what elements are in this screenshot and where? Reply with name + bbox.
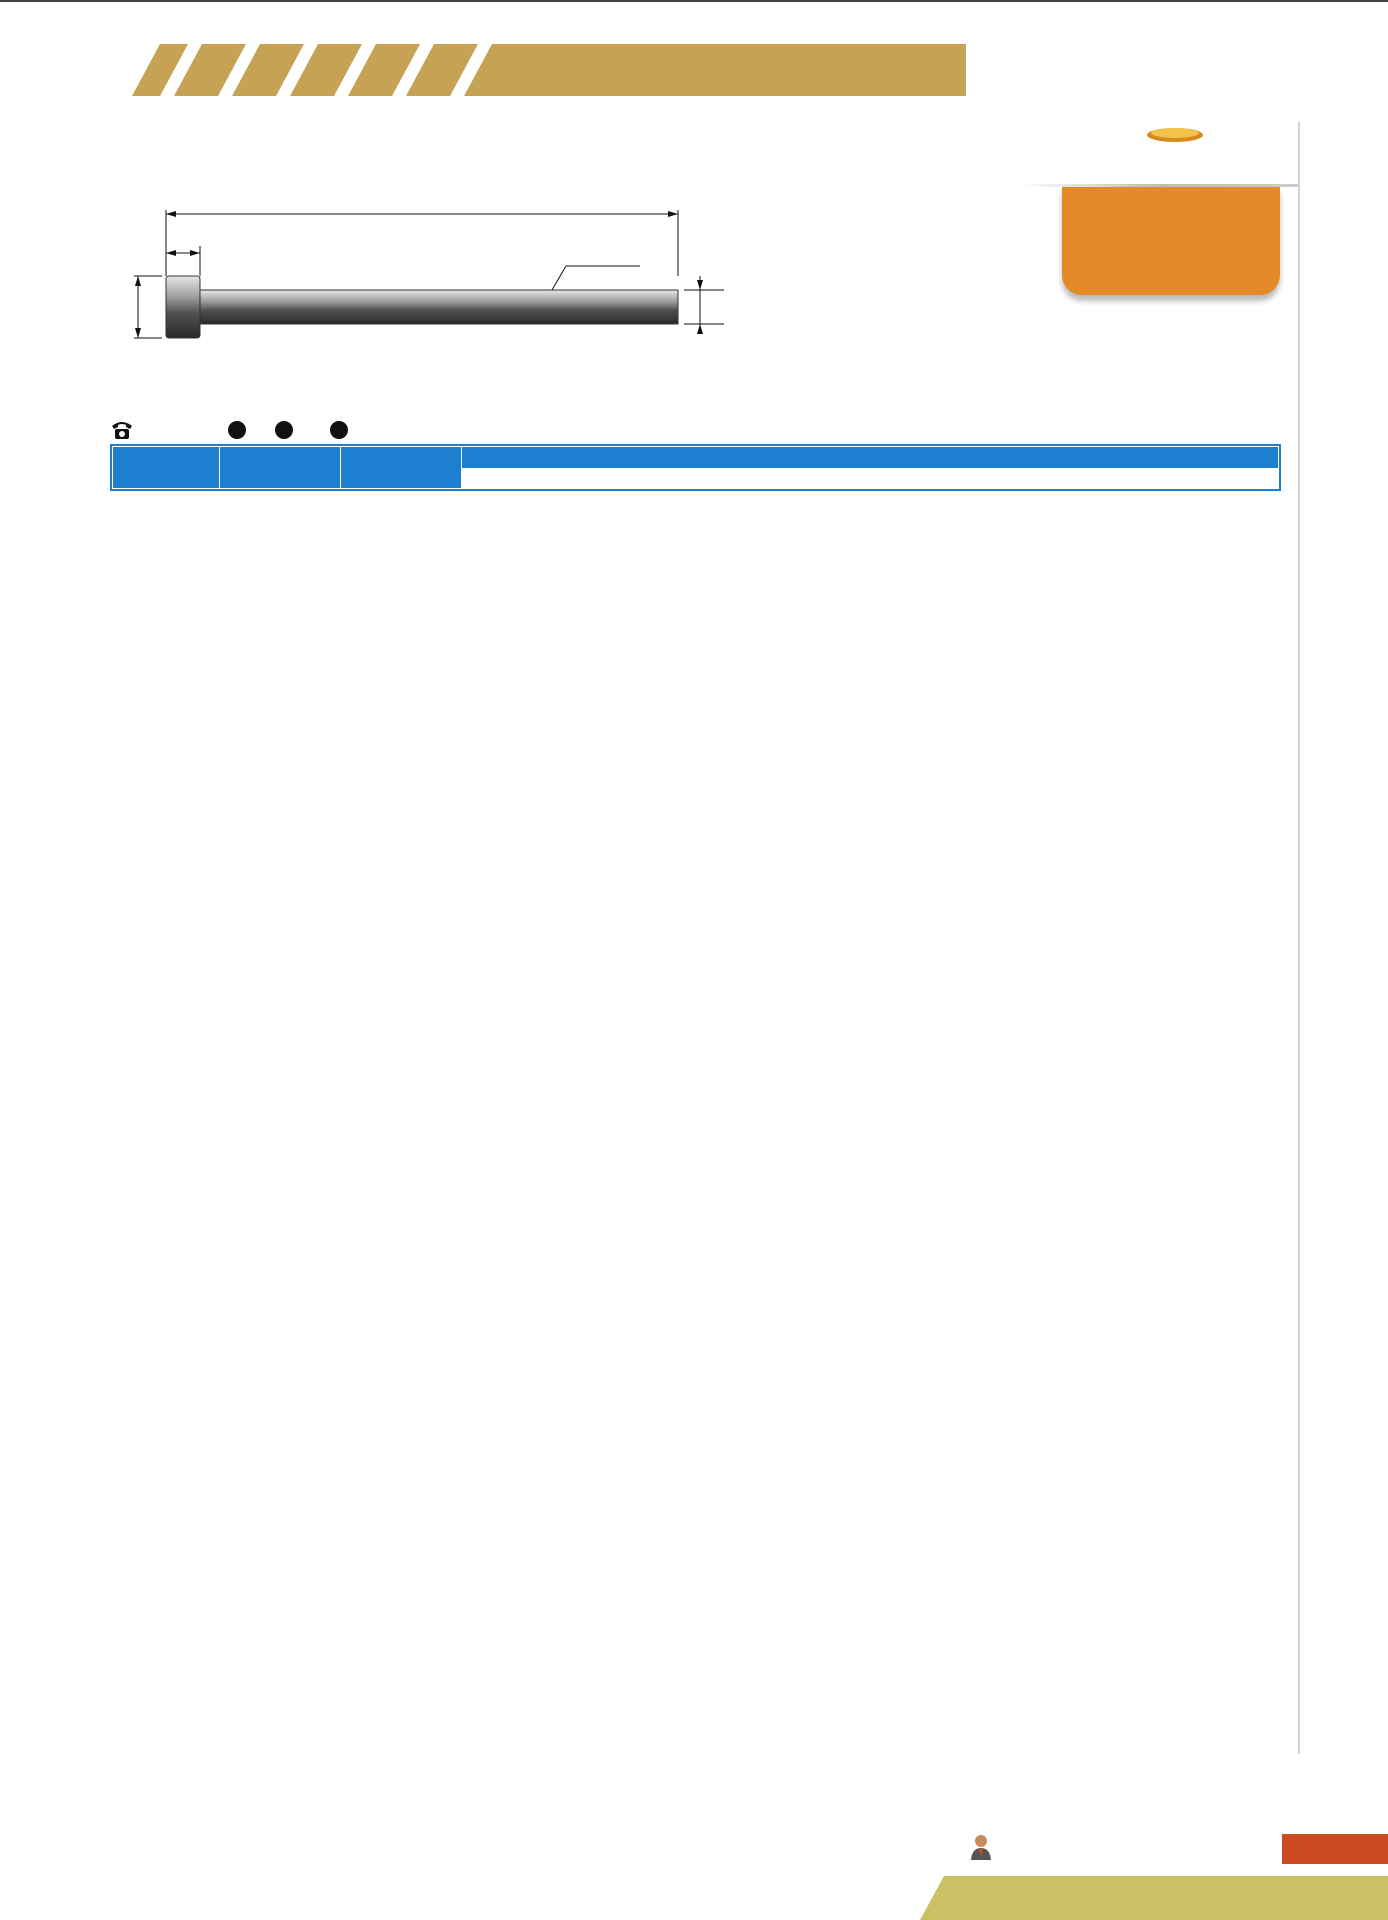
support-person-icon	[970, 1834, 992, 1860]
spec-table	[110, 444, 1281, 491]
sidebar-divider	[1298, 122, 1300, 1754]
phone-icon	[110, 420, 134, 440]
footer-band	[0, 1876, 1388, 1920]
product-code-tab	[1062, 187, 1280, 295]
material-badge-icon	[228, 421, 246, 439]
col-header-price	[462, 447, 1279, 469]
stripe-pattern	[0, 44, 966, 96]
surface-badge-icon	[275, 421, 293, 439]
header-stripe-band	[0, 44, 966, 96]
top-border	[0, 0, 1388, 2]
col-header-t	[341, 447, 462, 489]
col-header-d	[113, 447, 220, 489]
aisi-logo-icon	[1146, 118, 1204, 144]
order-info-line	[110, 418, 351, 440]
col-header-h	[220, 447, 341, 489]
footer-accent-bar	[1282, 1834, 1388, 1864]
ejector-pin-drawing	[100, 180, 760, 350]
core-badge-icon	[330, 421, 348, 439]
spec-table-grid	[112, 446, 1279, 489]
